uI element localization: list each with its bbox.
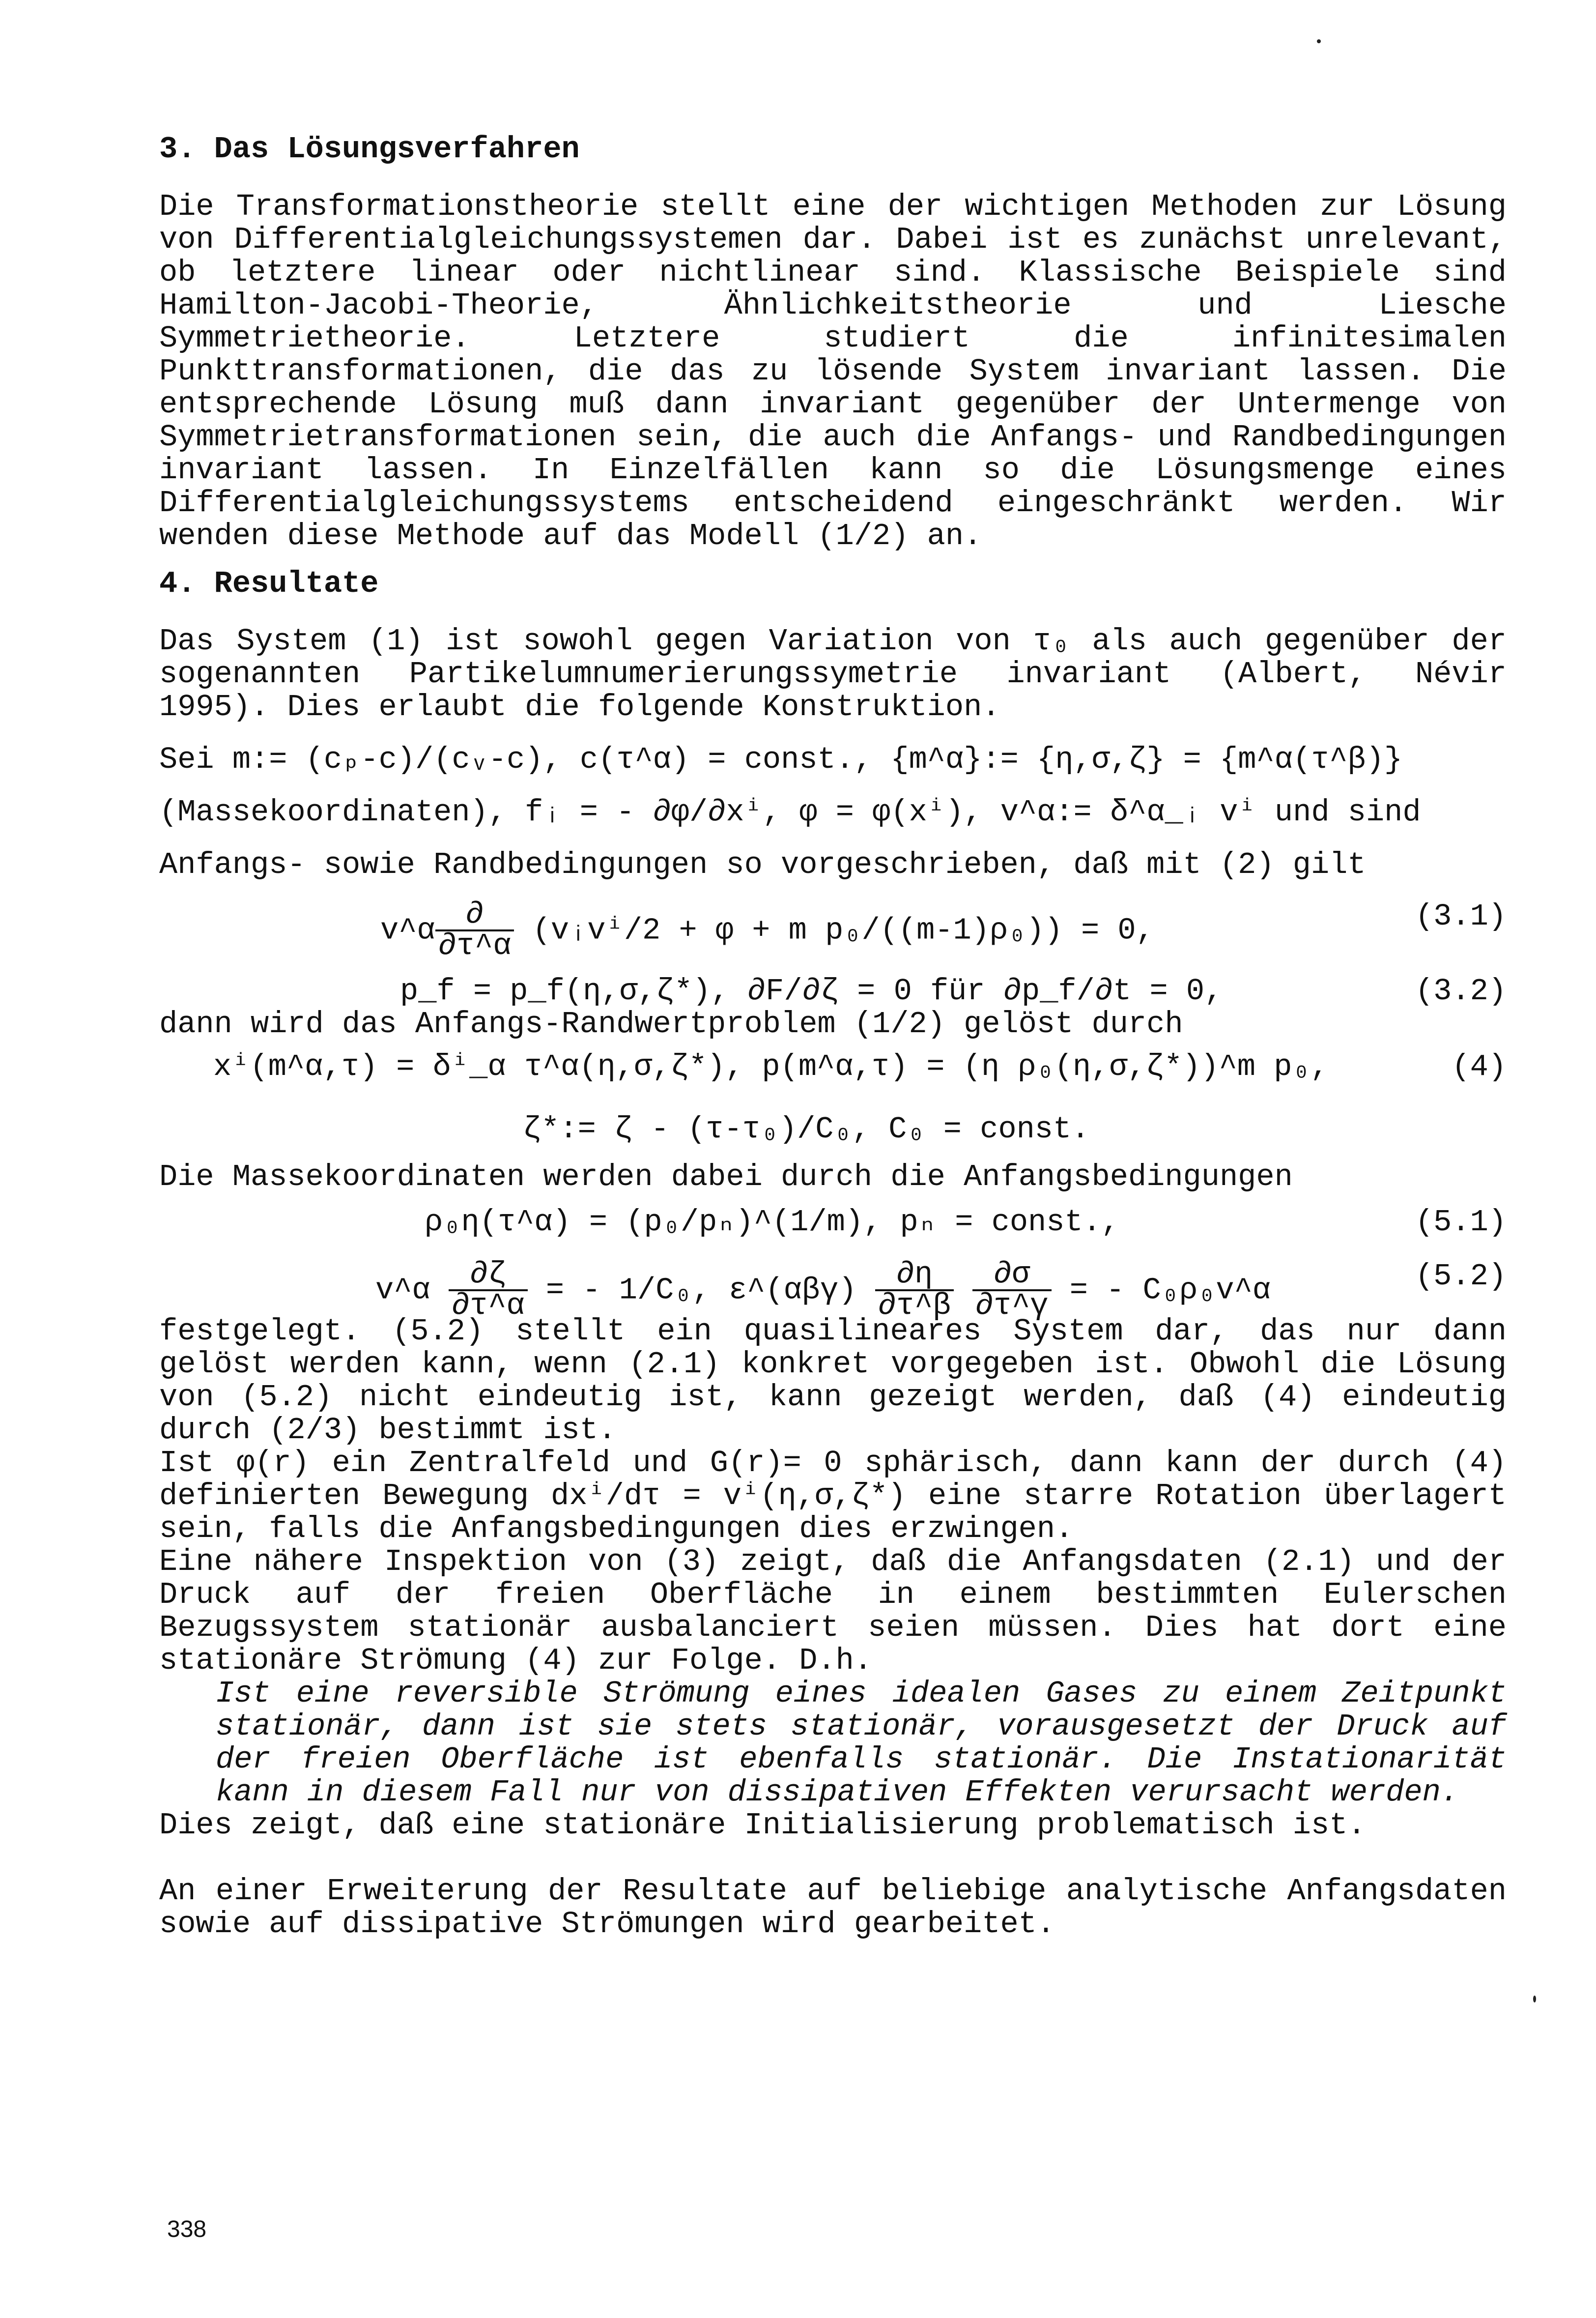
- theorem-italic-paragraph: Ist eine reversible Strömung eines idealen Gases zu einem Zeitpunkt stationär, dann ist sie stets stationär, vorausgesetzt der Druck auf der freien Oberfläche ist ebenfalls stationär. Die Instationarität kann in diesem Fall nur von dissipativen Effekten verursacht werden.: [216, 1676, 1507, 1810]
- fraction-2-denominator: ∂τ^β: [878, 1288, 951, 1323]
- section-4-heading: 4. Resultate: [159, 566, 379, 601]
- equation-5-1-body: ρ₀η(τ^α) = (p₀/pₙ)^(1/m), pₙ = const.,: [425, 1205, 1120, 1240]
- equation-3-1-rhs: (vᵢvⁱ/2 + φ + m p₀/((m-1)ρ₀)) = 0,: [532, 913, 1154, 948]
- equation-5-2-fraction-3: [972, 1257, 1052, 1323]
- initial-conditions-line: Anfangs- sowie Randbedingungen so vorgeschrieben, daß mit (2) gilt: [159, 847, 1366, 882]
- fraction-3-numerator: ∂σ: [972, 1260, 1052, 1291]
- definition-line: Sei m:= (cₚ-c)/(cᵥ-c), c(τ^α) = const., {m^α}:= {η,σ,ζ} = {m^α(τ^β)}: [159, 742, 1403, 777]
- mass-coordinates-line: (Massekoordinaten), fᵢ = - ∂φ/∂xⁱ, φ = φ(xⁱ), v^α:= δ^α_ᵢ vⁱ und sind: [159, 795, 1421, 830]
- fraction-2-numerator: ∂η: [875, 1260, 954, 1291]
- page-number: 338: [167, 2216, 207, 2242]
- equation-4: [159, 1050, 1507, 1083]
- central-field-paragraph: Ist φ(r) ein Zentralfeld und G(r)= 0 sphärisch, dann kann der durch (4) definierten Bewegung dxⁱ/dτ = vⁱ(η,σ,ζ*) eine starre Rotation überlagert sein, falls die Anfangsbedingungen dies erzwingen.: [159, 1446, 1507, 1546]
- equation-3-2: [159, 975, 1507, 1008]
- equation-3-1-derivative: [435, 897, 514, 963]
- equation-5-2-number: (5.2): [1415, 1259, 1507, 1294]
- results-intro-paragraph: Das System (1) ist sowohl gegen Variation von τ₀ als auch gegenüber der sogenannten Partikelumnumerierungssymetrie invariant (Albert, Névir 1995). Dies erlaubt die folgende Konstruktion.: [159, 624, 1507, 724]
- equation-5-2: [159, 1241, 1507, 1323]
- equation-3-2-number: (3.2): [1415, 974, 1507, 1009]
- equation-4-body: xⁱ(m^α,τ) = δⁱ_α τ^α(η,σ,ζ*), p(m^α,τ) = (η ρ₀(η,σ,ζ*))^m p₀,: [213, 1049, 1329, 1084]
- outlook-paragraph: An einer Erweiterung der Resultate auf beliebige analytische Anfangsdaten sowie auf dissipative Strömungen wird gearbeitet.: [159, 1874, 1507, 1941]
- inspection-paragraph: Eine nähere Inspektion von (3) zeigt, daß die Anfangsdaten (2.1) und der Druck auf der freien Oberfläche in einem bestimmten Eulerschen Bezugssystem stationär ausbalanciert seien müssen. Dies hat dort eine stationäre Strömung (4) zur Folge. D.h.: [159, 1544, 1507, 1678]
- equation-3-1-numerator: ∂: [435, 900, 514, 931]
- equation-5-2-fraction-2: [875, 1257, 954, 1323]
- section-3-paragraph: Die Transformationstheorie stellt eine der wichtigen Methoden zur Lösung von Differentialgleichungssystemen dar. Dabei ist es zunächst unrelevant, ob letztere linear oder nichtlinear sind. Klassische Beispiele sind Hamilton-Jacobi-Theorie, Ähnlichkeitstheorie und Liesche Symmetrietheorie. Letztere studiert die infinitesimalen Punkttransformationen, die das zu lösende System invariant lassen. Die entsprechende Lösung muß dann invariant gegenüber der Untermenge von Symmetrietransformationen sein, die auch die Anfangs- und Randbedingungen invariant lassen. In Einzelfällen kann so die Lösungsmenge eines Differentialgleichungssystems entscheidend eingeschränkt werden. Wir wenden diese Methode auf das Modell (1/2) an.: [159, 189, 1507, 553]
- equation-4-number: (4): [1452, 1049, 1507, 1084]
- fraction-1-denominator: ∂τ^α: [451, 1288, 525, 1323]
- equation-5-2-lhs: v^α: [375, 1273, 430, 1308]
- equation-5-2-middle: = - 1/C₀, ε^(αβγ): [545, 1273, 857, 1308]
- equation-zeta-body: ζ*:= ζ - (τ-τ₀)/C₀, C₀ = const.: [523, 1112, 1090, 1147]
- equation-zeta: [159, 1113, 1507, 1146]
- scan-mark: [1533, 1996, 1536, 2002]
- equation-3-1: [159, 881, 1507, 963]
- mass-coordinates-determination-line: Die Massekoordinaten werden dabei durch die Anfangsbedingungen: [159, 1159, 1293, 1194]
- equation-3-2-body: p_f = p_f(η,σ,ζ*), ∂F/∂ζ = 0 für ∂p_f/∂t = 0,: [400, 974, 1223, 1009]
- scan-speck: [1317, 39, 1321, 43]
- page-content: [159, 133, 1507, 1941]
- section-3-heading: 3. Das Lösungsverfahren: [159, 132, 580, 167]
- equation-3-1-denominator: ∂τ^α: [438, 928, 512, 963]
- boundary-problem-line: dann wird das Anfangs-Randwertproblem (1/2) gelöst durch: [159, 1007, 1183, 1042]
- equation-3-1-number: (3.1): [1415, 899, 1507, 934]
- spacer: [159, 1842, 1507, 1875]
- conclusion-line: Dies zeigt, daß eine stationäre Initialisierung problematisch ist.: [159, 1808, 1366, 1843]
- equation-5-1: [159, 1206, 1507, 1239]
- equation-5-2-rhs: = - C₀ρ₀v^α: [1069, 1273, 1271, 1308]
- equation-3-1-lhs: v^α: [380, 913, 435, 948]
- equation-5-2-fraction-1: [449, 1257, 528, 1323]
- equation-5-1-number: (5.1): [1415, 1205, 1507, 1240]
- fraction-1-numerator: ∂ζ: [449, 1260, 528, 1291]
- fixed-paragraph: festgelegt. (5.2) stellt ein quasilineares System dar, das nur dann gelöst werden kann, wenn (2.1) konkret vorgegeben ist. Obwohl die Lösung von (5.2) nicht eindeutig ist, kann gezeigt werden, daß (4) eindeutig durch (2/3) bestimmt ist.: [159, 1314, 1507, 1448]
- fraction-3-denominator: ∂τ^γ: [975, 1288, 1049, 1323]
